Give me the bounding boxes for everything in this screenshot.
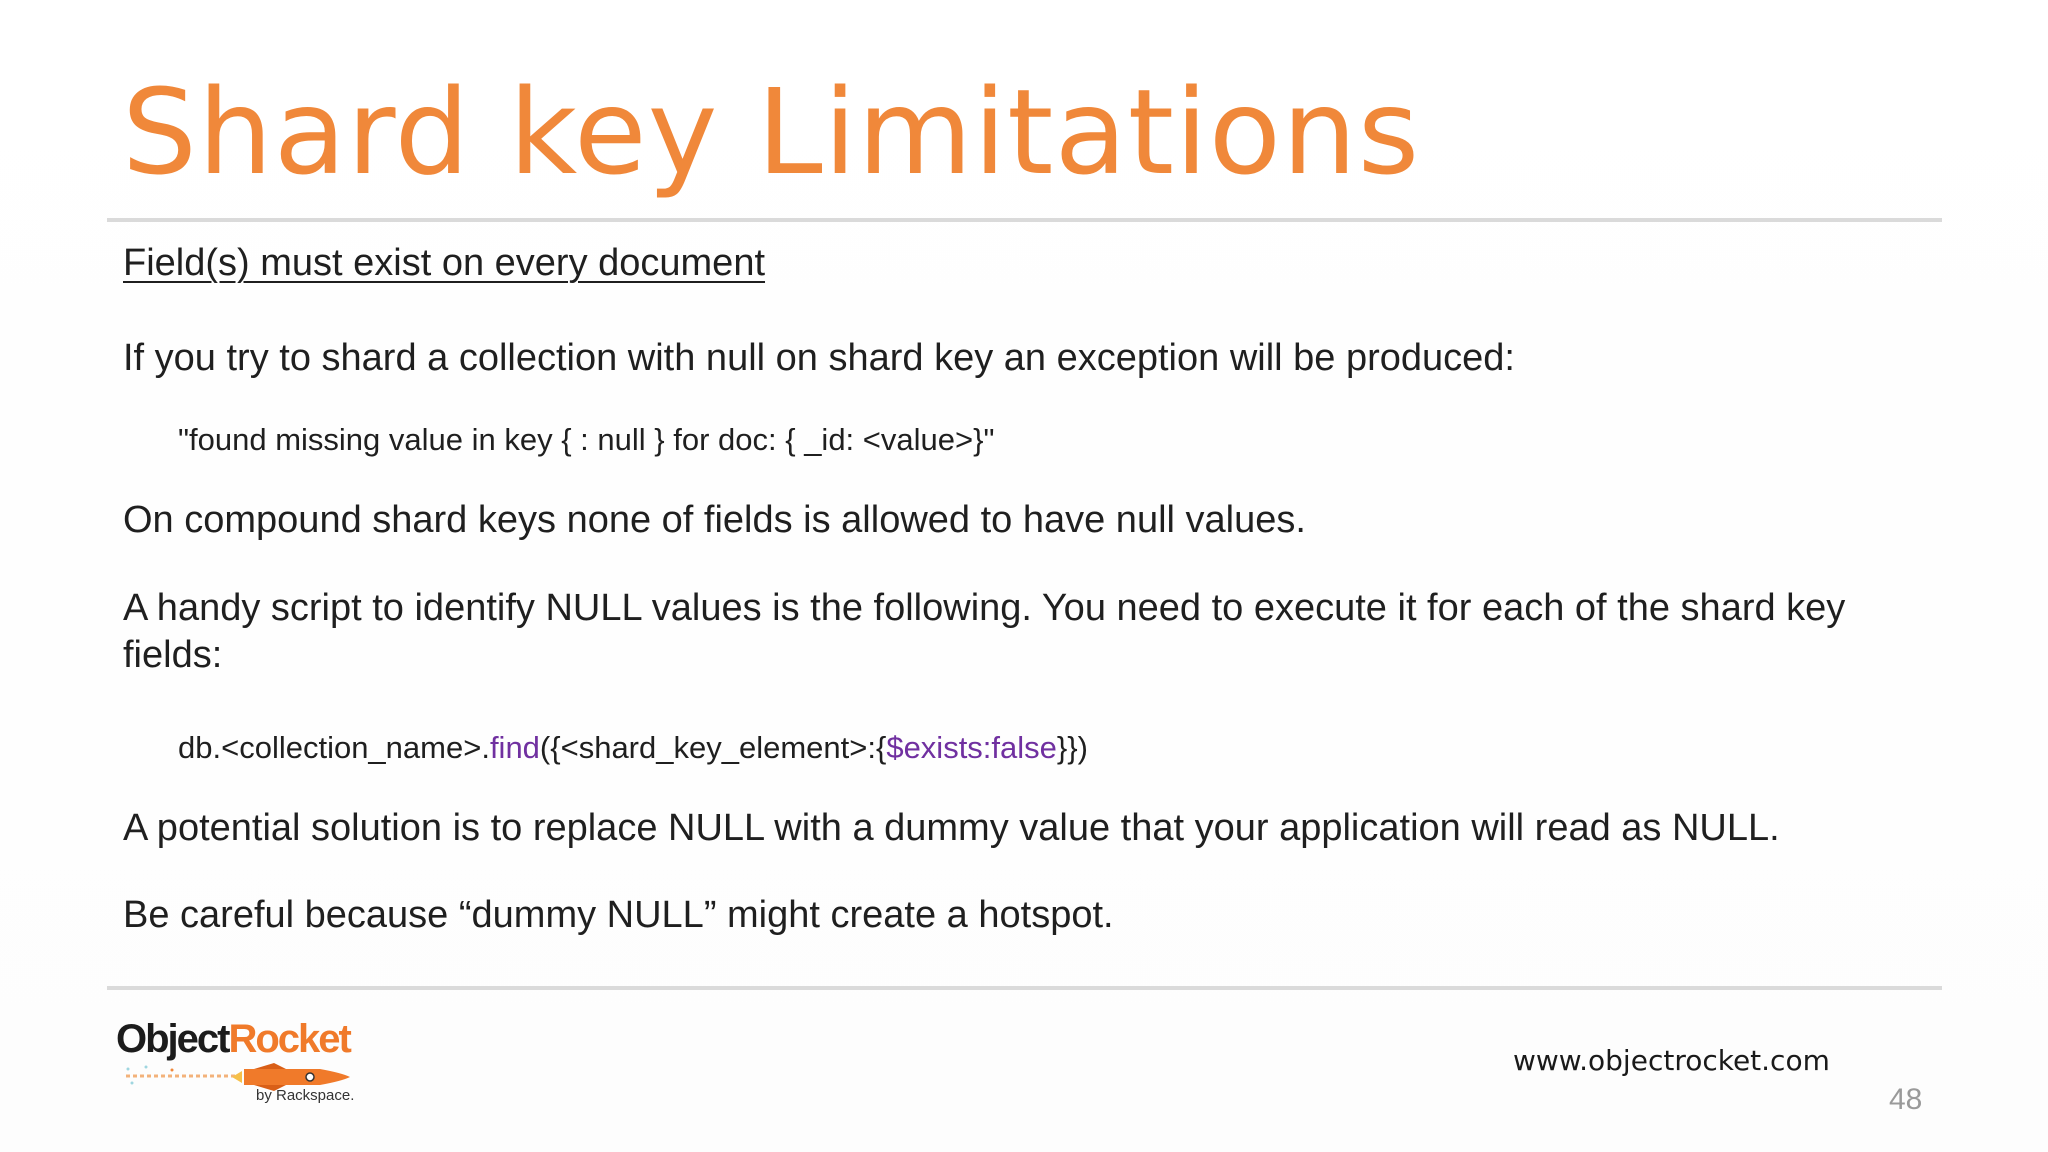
paragraph-compound-keys: On compound shard keys none of fields is allowed to have null values. bbox=[123, 499, 1306, 541]
code-part-find: find bbox=[489, 730, 540, 765]
code-find-null-script bbox=[178, 728, 1088, 768]
slide-title: Shard key Limitations bbox=[122, 63, 1421, 201]
code-part-close: }}) bbox=[1056, 730, 1088, 765]
paragraph-hotspot-warning: Be careful because “dummy NULL” might create a hotspot. bbox=[123, 894, 1114, 936]
page-number: 48 bbox=[1889, 1083, 1923, 1116]
code-part-exists: $exists:false bbox=[886, 730, 1057, 765]
footer-divider bbox=[107, 986, 1942, 990]
website-url: www.objectrocket.com bbox=[1513, 1044, 1830, 1077]
title-divider bbox=[107, 218, 1942, 222]
code-part-collection: db.<collection_name>. bbox=[178, 730, 490, 765]
error-message-example: "found missing value in key { : null } for doc: { _id: <value>}" bbox=[178, 422, 995, 457]
paragraph-null-exception: If you try to shard a collection with null on shard key an exception will be produced: bbox=[123, 337, 1515, 379]
objectrocket-logo bbox=[114, 1015, 364, 1105]
logo-tagline: by Rackspace. bbox=[256, 1087, 355, 1104]
logo-word-object: Object bbox=[116, 1017, 229, 1061]
paragraph-dummy-value: A potential solution is to replace NULL with a dummy value that your application will read as NULL. bbox=[123, 807, 1780, 849]
code-part-element: ({<shard_key_element>:{ bbox=[539, 730, 887, 765]
paragraph-handy-script: A handy script to identify NULL values is the following. You need to execute it for each of the shard key fields: bbox=[123, 587, 1846, 676]
logo-wordmark bbox=[116, 1015, 350, 1063]
section-heading: Field(s) must exist on every document bbox=[123, 242, 766, 284]
logo-word-rocket: Rocket bbox=[228, 1017, 350, 1061]
